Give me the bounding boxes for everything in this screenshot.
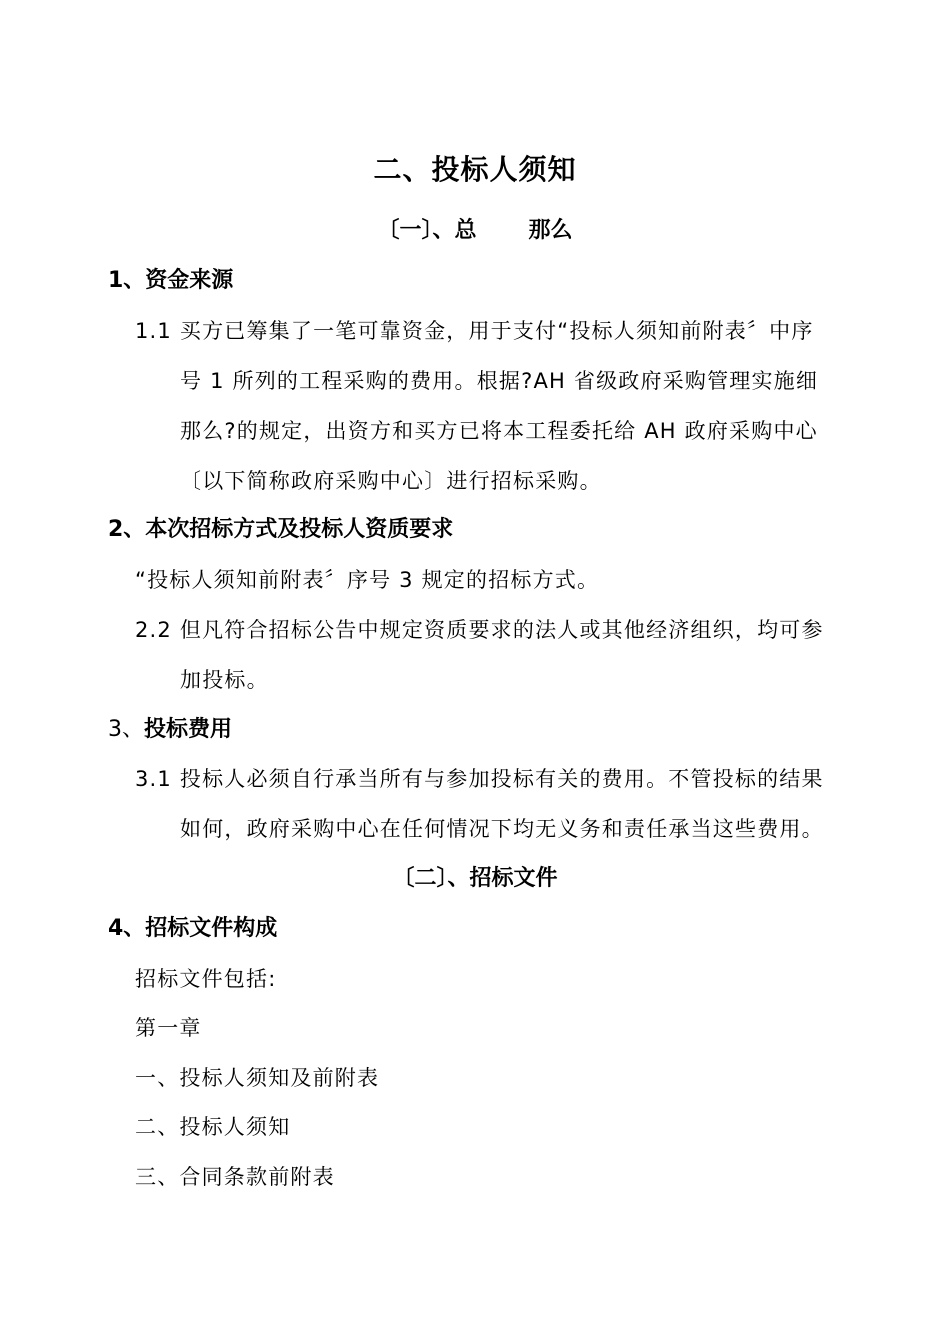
paragraph-2-2-line-2: 加投标。 <box>180 668 269 692</box>
list-item: 招标文件包括: <box>135 967 277 991</box>
heading-bidding-cost <box>108 715 232 745</box>
list-item: 一、投标人须知及前附表 <box>135 1066 380 1090</box>
list-item: 二、投标人须知 <box>135 1115 291 1139</box>
paragraph-2-2-line-1: 2.2 但凡符合招标公告中规定资质要求的法人或其他经济组织，均可参 <box>135 618 824 642</box>
heading-tender-document-composition: 4、招标文件构成 <box>108 916 278 941</box>
section-heading-tender-documents: 〔二〕、招标文件 <box>392 866 558 891</box>
list-item: 三、合同条款前附表 <box>135 1165 335 1189</box>
page-title: 二、投标人须知 <box>373 153 577 186</box>
heading-funding-source: 1、资金来源 <box>108 268 234 293</box>
paragraph-1-1-line-2: 号 1 所列的工程采购的费用。根据?AH 省级政府采购管理实施细 <box>180 369 819 393</box>
heading-bidding-cost-text: 投标费用 <box>144 717 233 742</box>
paragraph-1-1-line-4: 〔以下简称政府采购中心〕进行招标采购。 <box>180 469 602 493</box>
section-heading-general <box>0 216 950 246</box>
paragraph-1-1-line-1: 1.1 买方已筹集了一笔可靠资金，用于支付“投标人须知前附表〞中序 <box>135 319 814 343</box>
heading-bidding-cost-number: 3、 <box>108 717 144 742</box>
paragraph-2-1: “投标人须知前附表〞序号 3 规定的招标方式。 <box>135 568 600 592</box>
paragraph-3-1-line-1: 3.1 投标人必须自行承当所有与参加投标有关的费用。不管投标的结果 <box>135 767 824 791</box>
paragraph-1-1-line-3: 那么?的规定，出资方和买方已将本工程委托给 AH 政府采购中心 <box>180 419 818 443</box>
section-heading-general-part-b: 那么 <box>528 218 573 243</box>
list-item: 第一章 <box>135 1016 202 1040</box>
paragraph-3-1-line-2: 如何，政府采购中心在任何情况下均无义务和责任承当这些费用。 <box>180 817 824 841</box>
heading-bidding-method: 2、本次招标方式及投标人资质要求 <box>108 517 454 542</box>
section-heading-general-part-a: 〔一〕、总 <box>377 218 477 243</box>
